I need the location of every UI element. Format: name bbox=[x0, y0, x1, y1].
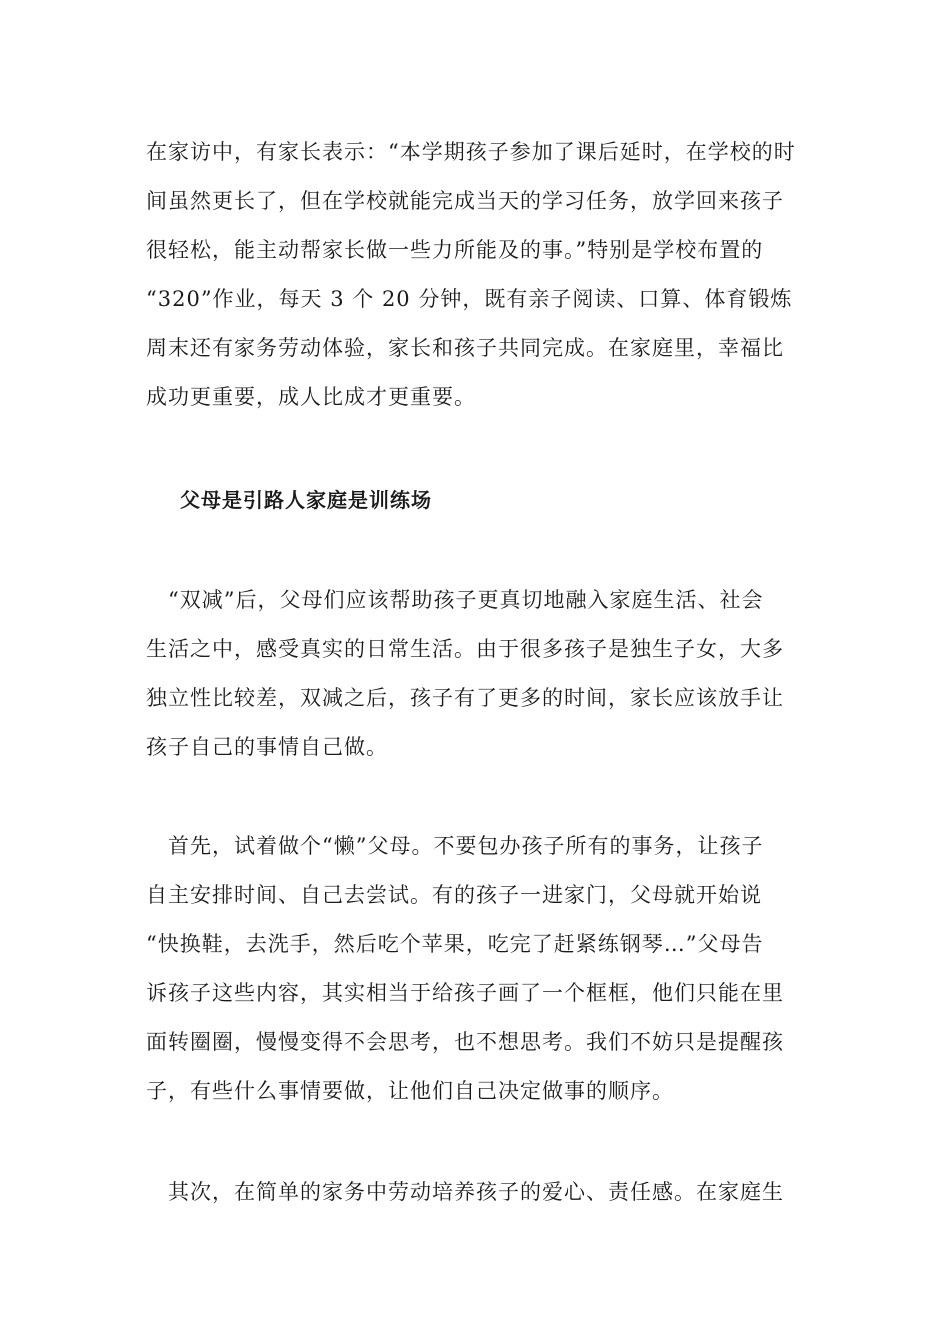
text-line: “双减”后，父母们应该帮助孩子更真切地融入家庭生活、社会 bbox=[146, 588, 764, 612]
text-line: 周末还有家务劳动体验，家长和孩子共同完成。在家庭里，幸福比 bbox=[146, 336, 784, 360]
paragraph-1 bbox=[146, 128, 806, 422]
paragraph-4 bbox=[146, 1168, 806, 1217]
paragraph-3 bbox=[146, 822, 806, 1116]
text-line: 孩子自己的事情自己做。 bbox=[146, 735, 388, 759]
text-line: 自主安排时间、自己去尝试。有的孩子一进家门，父母就开始说 bbox=[146, 883, 762, 907]
text-line: 生活之中，感受真实的日常生活。由于很多孩子是独生子女，大多 bbox=[146, 637, 784, 661]
text-line: 独立性比较差，双减之后，孩子有了更多的时间，家长应该放手让 bbox=[146, 686, 784, 710]
text-line: 其次，在简单的家务中劳动培养孩子的爱心、责任感。在家庭生 bbox=[146, 1180, 784, 1204]
text-line: 子，有些什么事情要做，让他们自己决定做事的顺序。 bbox=[146, 1079, 674, 1103]
section-heading: 父母是引路人家庭是训练场 bbox=[180, 488, 432, 512]
text-line: 诉孩子这些内容，其实相当于给孩子画了一个框框，他们只能在里 bbox=[146, 981, 784, 1005]
text-line: “320”作业，每天 3 个 20 分钟，既有亲子阅读、口算、体育锻炼 bbox=[146, 287, 793, 311]
text-line: 很轻松，能主动帮家长做一些力所能及的事。”特别是学校布置的 bbox=[146, 238, 764, 262]
text-line: “快换鞋，去洗手，然后吃个苹果，吃完了赶紧练钢琴…”父母告 bbox=[146, 932, 764, 956]
text-line: 首先，试着做个“懒”父母。不要包办孩子所有的事务，让孩子 bbox=[146, 834, 764, 858]
text-line: 面转圈圈，慢慢变得不会思考，也不想思考。我们不妨只是提醒孩 bbox=[146, 1030, 784, 1054]
text-line: 间虽然更长了，但在学校就能完成当天的学习任务，放学回来孩子 bbox=[146, 189, 784, 213]
paragraph-2 bbox=[146, 576, 806, 772]
text-line: 成功更重要，成人比成才更重要。 bbox=[146, 385, 476, 409]
text-line: 在家访中，有家长表示：“本学期孩子参加了课后延时，在学校的时 bbox=[146, 140, 796, 164]
